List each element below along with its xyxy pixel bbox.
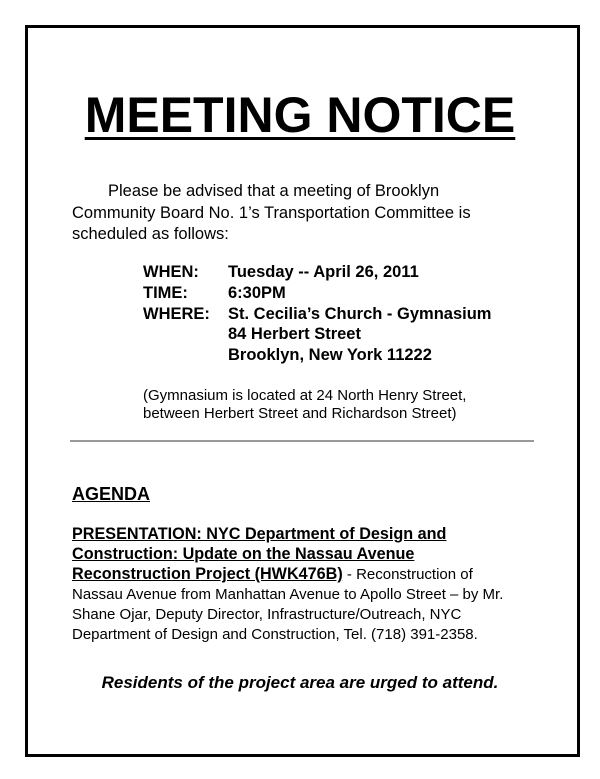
intro-line: Please be advised that a meeting of Brooklyn bbox=[108, 182, 440, 200]
page-title bbox=[0, 86, 600, 144]
note-line: between Herbert Street and Richardson Street) bbox=[143, 405, 457, 422]
presentation-title: Reconstruction Project (HWK476B) bbox=[72, 565, 343, 583]
intro-line: Community Board No. 1’s Transportation Committee is bbox=[72, 203, 471, 222]
intro-paragraph bbox=[72, 181, 542, 246]
where-city: Brooklyn, New York 11222 bbox=[228, 346, 432, 365]
where-address: 84 Herbert Street bbox=[228, 325, 361, 344]
presentation-desc: Nassau Avenue from Manhattan Avenue to Apollo Street – by Mr. bbox=[72, 586, 504, 603]
divider bbox=[70, 440, 534, 442]
location-note bbox=[143, 387, 466, 423]
agenda-item bbox=[72, 524, 542, 645]
when-label: WHEN: bbox=[143, 263, 199, 281]
agenda-heading: AGENDA bbox=[72, 484, 151, 504]
where-label: WHERE: bbox=[143, 304, 210, 323]
presentation-desc: Shane Ojar, Deputy Director, Infrastructure/Outreach, NYC bbox=[72, 606, 462, 623]
time-value: 6:30PM bbox=[228, 283, 286, 302]
presentation-desc: Department of Design and Construction, Tel. (718) 391-2358. bbox=[72, 626, 478, 643]
presentation-title: PRESENTATION: NYC Department of Design and bbox=[72, 525, 447, 543]
where-value: St. Cecilia’s Church - Gymnasium bbox=[228, 304, 492, 323]
note-line: (Gymnasium is located at 24 North Henry Street, bbox=[143, 387, 467, 404]
intro-line: scheduled as follows: bbox=[72, 225, 229, 243]
closing-statement: Residents of the project area are urged to attend. bbox=[101, 673, 499, 692]
meeting-details bbox=[143, 262, 491, 366]
presentation-title: Construction: Update on the Nassau Avenue bbox=[72, 545, 415, 563]
title-text: MEETING NOTICE bbox=[84, 87, 516, 143]
time-label: TIME: bbox=[143, 283, 188, 302]
when-value: Tuesday -- April 26, 2011 bbox=[228, 263, 419, 281]
presentation-desc: - Reconstruction of bbox=[342, 566, 473, 583]
